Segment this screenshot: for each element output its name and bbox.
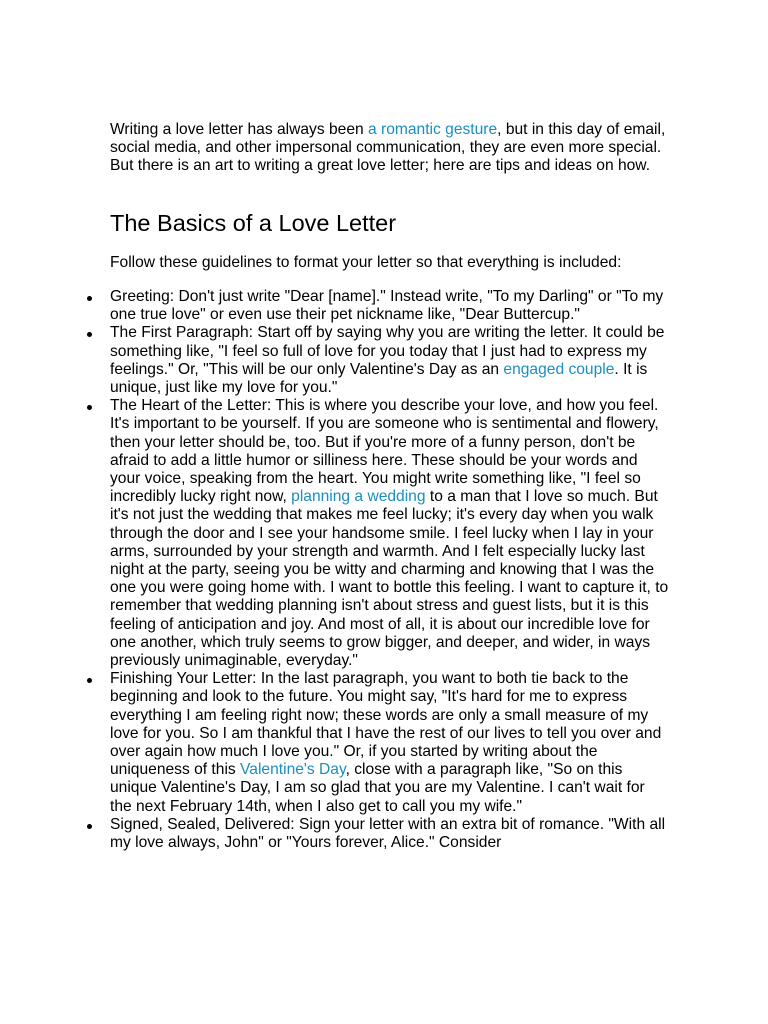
bullet-icon <box>87 678 92 683</box>
intro-text-after: , but in this day of email, social media, and other impersonal communication, they are even more special. But there is an art to writing a great love letter; here are tips and ideas on how. <box>110 121 666 175</box>
valentines-day-link[interactable]: Valentine's Day <box>240 761 346 779</box>
list-item-first-paragraph <box>110 324 670 397</box>
list-item-text: Finishing Your Letter: In the last paragraph, you want to both tie back to the beginning and look to the future. You might say, "It's hard for me to express everything I am feeling right now; these words are only a small measure of my love for you. So I am thankful that I have the rest of our lives to tell you over and over again how much I love you." Or, if you started by writing about the uniqueness of this <box>110 670 662 779</box>
list-item-text: The Heart of the Letter: This is where you describe your love, and how you feel. It's important to be yourself. If you are someone who is sentimental and flowery, then your letter should be, too. But if you're more of a funny person, don't be afraid to add a little humor or silliness here. These should be your words and your voice, speaking from the heart. You might write something like, "I feel so incredibly lucky right now, <box>110 397 659 506</box>
intro-paragraph <box>110 121 670 176</box>
list-item-text: The First Paragraph: Start off by saying why you are writing the letter. It could be something like, "I feel so full of love for you today that I just had to express my feelings." Or, "This will be our only Valentine's Day as an <box>110 324 665 378</box>
list-item-text: Signed, Sealed, Delivered: Sign your letter with an extra bit of romance. "With all my love always, John" or "Yours forever, Alice." Consider <box>110 815 666 852</box>
list-item-finishing-letter <box>110 670 670 816</box>
list-item-text: Greeting: Don't just write "Dear [name]." Instead write, "To my Darling" or "To my one true love" or even use their pet nickname like, "Dear Buttercup." <box>110 288 664 324</box>
planning-a-wedding-link[interactable]: planning a wedding <box>291 488 426 506</box>
romantic-gesture-link[interactable]: a romantic gesture <box>368 121 498 138</box>
bullet-icon <box>87 824 92 829</box>
list-item-text-after: , close with a paragraph like, "So on this unique Valentine's Day, I am so glad that you are my Valentine. I can't wait for the next February 14th, when I also get to call you my wife." <box>110 761 645 815</box>
section-heading: The Basics of a Love Letter <box>110 210 397 236</box>
bullet-icon <box>87 405 92 410</box>
list-item-text-after: to a man that I love so much. But it's not just the wedding that makes me feel lucky; it's every day when you walk through the door and I see your handsome smile. I feel lucky when I lay in your arms, surrounded by your strength and warmth. And I felt especially lucky last night at the party, seeing you be witty and charming and knowing that I was the one you were going home with. I want to bottle this feeling. I want to capture it, to remember that wedding planning isn't about stress and guest lists, but it is this feeling of anticipation and joy. And most of all, it is about our incredible love for one another, which truly seems to grow bigger, and deeper, and wider, in ways previously unimaginable, everyday." <box>110 488 669 670</box>
lead-paragraph: Follow these guidelines to format your letter so that everything is included: <box>110 254 622 271</box>
guidelines-list <box>110 288 670 852</box>
bullet-icon <box>87 296 92 301</box>
intro-text-before: Writing a love letter has always been <box>110 121 369 138</box>
list-item-heart-of-letter <box>110 397 670 670</box>
list-item-signed-sealed <box>110 816 670 852</box>
engaged-couple-link[interactable]: engaged couple <box>503 360 615 378</box>
list-item-greeting <box>110 288 670 324</box>
list-item-text-after: . It is unique, just like my love for you." <box>110 360 648 397</box>
bullet-icon <box>87 332 92 337</box>
